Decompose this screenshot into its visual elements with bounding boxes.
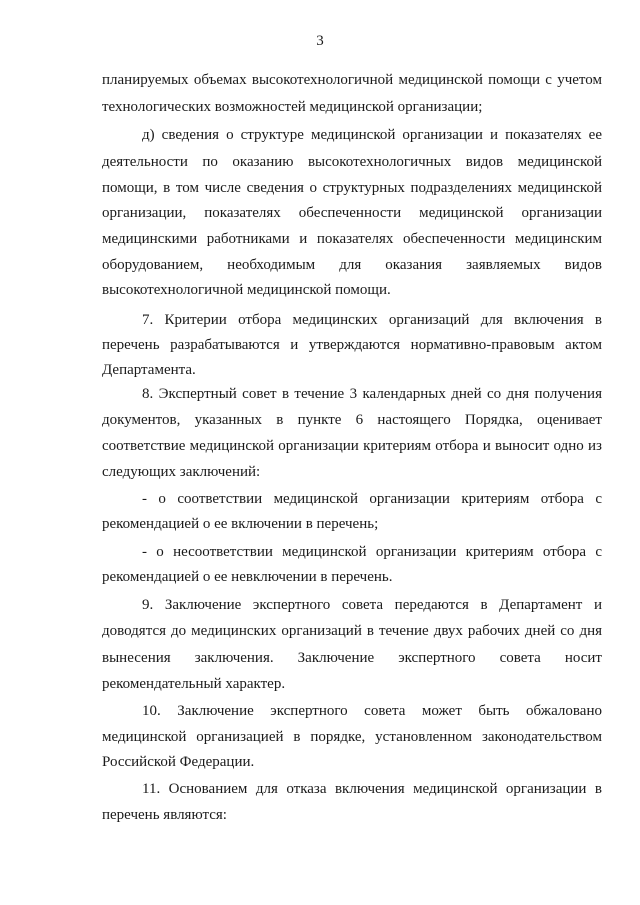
text-line: рекомендацией о ее невключении в перечень. — [102, 569, 393, 585]
text-line: технологических возможностей медицинской организации; — [102, 99, 483, 115]
text-line: организации, показателях обеспеченности медицинской организации — [102, 205, 602, 221]
text-line: перечень разрабатываются и утверждаются нормативно-правовым актом — [102, 337, 602, 353]
text-line: 7. Критерии отбора медицинских организаций для включения в — [142, 312, 602, 328]
text-line: 8. Экспертный совет в течение 3 календарных дней со дня получения — [142, 386, 602, 402]
text-line: помощи, в том числе сведения о структурных подразделениях медицинской — [102, 180, 602, 196]
text-line: медицинской организацией в порядке, установленном законодательством — [102, 729, 602, 745]
text-line: документов, указанных в пункте 6 настоящего Порядка, оценивает — [102, 412, 602, 428]
text-line: рекомендацией о ее включении в перечень; — [102, 516, 379, 532]
text-line: Российской Федерации. — [102, 754, 255, 770]
text-line: 9. Заключение экспертного совета передаются в Департамент и — [142, 597, 602, 613]
text-line: деятельности по оказанию высокотехнологичных видов медицинской — [102, 154, 602, 170]
text-line: Департамента. — [102, 362, 196, 378]
text-line: соответствие медицинской организации критериям отбора и выносит одно из — [102, 438, 602, 454]
text-line: медицинскими работниками и показателях обеспеченности медицинским — [102, 231, 602, 247]
text-line: 11. Основанием для отказа включения медицинской организации в — [142, 781, 602, 797]
text-line: - о несоответствии медицинской организации критериям отбора с — [142, 544, 602, 560]
text-line: рекомендательный характер. — [102, 676, 286, 692]
text-line: 10. Заключение экспертного совета может быть обжаловано — [142, 703, 602, 719]
text-line: высокотехнологичной медицинской помощи. — [102, 282, 391, 298]
page-number: 3 — [316, 33, 324, 49]
text-line: д) сведения о структуре медицинской организации и показателях ее — [142, 127, 602, 143]
text-line: оборудованием, необходимым для оказания заявляемых видов — [102, 257, 602, 273]
text-line: доводятся до медицинских организаций в течение двух рабочих дней со дня — [102, 623, 602, 639]
text-line: перечень являются: — [102, 807, 227, 823]
text-line: следующих заключений: — [102, 464, 261, 480]
text-line: планируемых объемах высокотехнологичной медицинской помощи с учетом — [102, 72, 602, 88]
text-line: вынесения заключения. Заключение экспертного совета носит — [102, 650, 602, 666]
text-line: - о соответствии медицинской организации критериям отбора с — [142, 491, 602, 507]
